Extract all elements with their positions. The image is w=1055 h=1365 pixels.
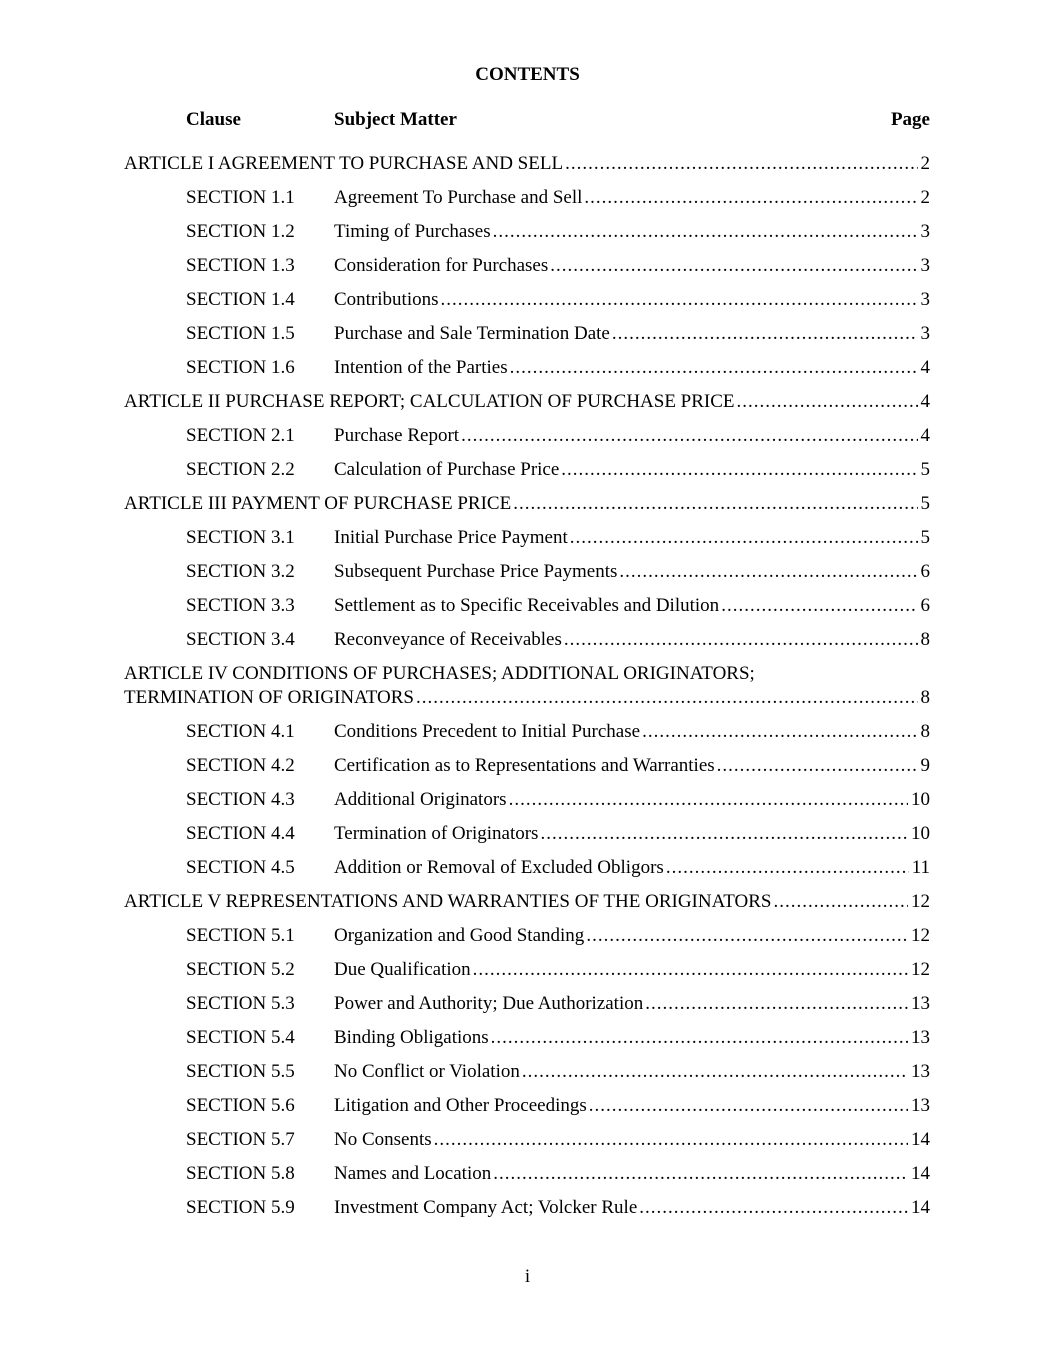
toc-section-entry[interactable] <box>124 186 930 220</box>
dot-leader <box>550 254 917 278</box>
section-title: Settlement as to Specific Receivables and Dilution <box>334 595 720 616</box>
section-title: Contributions <box>334 289 439 310</box>
toc-section-entry[interactable] <box>124 288 930 322</box>
section-number: SECTION 1.5 <box>186 323 295 344</box>
page-number: 8 <box>920 629 930 650</box>
section-title: Calculation of Purchase Price <box>334 459 560 480</box>
toc-section-entry[interactable] <box>124 788 930 822</box>
section-number: SECTION 3.4 <box>186 629 295 650</box>
section-title: Additional Originators <box>334 789 507 810</box>
section-number: SECTION 3.1 <box>186 527 295 548</box>
dot-leader <box>509 788 908 812</box>
dot-leader <box>717 754 918 778</box>
dot-leader <box>493 1162 908 1186</box>
section-title: Certification as to Representations and Warranties <box>334 755 715 776</box>
dot-leader <box>493 220 918 244</box>
dot-leader <box>473 958 908 982</box>
toc-section-entry[interactable] <box>124 992 930 1026</box>
section-title: Power and Authority; Due Authorization <box>334 993 644 1014</box>
article-title: ARTICLE IV CONDITIONS OF PURCHASES; ADDITIONAL ORIGINATORS; <box>124 663 755 684</box>
section-title: Reconveyance of Receivables <box>334 629 562 650</box>
section-number: SECTION 1.3 <box>186 255 295 276</box>
toc-section-entry[interactable] <box>124 1196 930 1230</box>
page-number: 12 <box>911 925 930 946</box>
page-number: 4 <box>920 391 930 412</box>
section-number: SECTION 3.2 <box>186 561 295 582</box>
toc-section-entry[interactable] <box>124 628 930 662</box>
section-title: Litigation and Other Proceedings <box>334 1095 587 1116</box>
section-title: Consideration for Purchases <box>334 255 549 276</box>
dot-leader <box>434 1128 908 1152</box>
page-number: 3 <box>920 221 930 242</box>
section-number: SECTION 5.4 <box>186 1027 295 1048</box>
section-title: Subsequent Purchase Price Payments <box>334 561 618 582</box>
article-title: ARTICLE V REPRESENTATIONS AND WARRANTIES OF THE ORIGINATORS <box>124 891 772 912</box>
section-number: SECTION 4.1 <box>186 721 295 742</box>
toc-section-entry[interactable] <box>124 594 930 628</box>
page-title: CONTENTS <box>475 64 580 85</box>
section-title: Organization and Good Standing <box>334 925 585 946</box>
toc-section-entry[interactable] <box>124 220 930 254</box>
dot-leader <box>461 424 917 448</box>
page-number: 4 <box>920 425 930 446</box>
article-title-continued: TERMINATION OF ORIGINATORS <box>124 687 414 708</box>
toc-section-entry[interactable] <box>124 1060 930 1094</box>
section-title: Binding Obligations <box>334 1027 489 1048</box>
toc-section-entry[interactable] <box>124 958 930 992</box>
toc-article-entry[interactable] <box>124 890 930 924</box>
section-title: Addition or Removal of Excluded Obligors <box>334 857 664 878</box>
page-number: 3 <box>920 255 930 276</box>
toc-section-entry[interactable] <box>124 424 930 458</box>
toc-section-entry[interactable] <box>124 1162 930 1196</box>
page-number: 12 <box>911 891 930 912</box>
dot-leader <box>561 458 917 482</box>
section-title: Due Qualification <box>334 959 471 980</box>
section-title: Purchase and Sale Termination Date <box>334 323 610 344</box>
dot-leader <box>666 856 909 880</box>
page-number: 13 <box>911 1061 930 1082</box>
toc-section-entry[interactable] <box>124 720 930 754</box>
section-title: Names and Location <box>334 1163 492 1184</box>
dot-leader <box>564 628 918 652</box>
dot-leader <box>737 390 918 414</box>
dot-leader <box>491 1026 908 1050</box>
section-title: Intention of the Parties <box>334 357 508 378</box>
section-number: SECTION 5.2 <box>186 959 295 980</box>
toc-section-entry[interactable] <box>124 856 930 890</box>
toc-section-entry[interactable] <box>124 322 930 356</box>
section-number: SECTION 5.3 <box>186 993 295 1014</box>
page-number: 11 <box>911 857 930 878</box>
section-number: SECTION 1.2 <box>186 221 295 242</box>
page-number: 6 <box>920 561 930 582</box>
toc-section-entry[interactable] <box>124 924 930 958</box>
article-title: ARTICLE III PAYMENT OF PURCHASE PRICE <box>124 493 512 514</box>
toc-article-entry[interactable] <box>124 152 930 186</box>
page-number: 8 <box>920 687 930 708</box>
article-title: ARTICLE II PURCHASE REPORT; CALCULATION OF PURCHASE PRICE <box>124 391 735 412</box>
page-number: 14 <box>911 1129 930 1150</box>
page-footer-number: i <box>524 1266 531 1287</box>
section-title: Investment Company Act; Volcker Rule <box>334 1197 638 1218</box>
section-number: SECTION 2.1 <box>186 425 295 446</box>
section-title: No Conflict or Violation <box>334 1061 520 1082</box>
dot-leader <box>721 594 917 618</box>
dot-leader <box>565 152 917 176</box>
page-number: 10 <box>911 789 930 810</box>
table-of-contents <box>124 152 930 1230</box>
dot-leader <box>642 720 917 744</box>
page-number: 8 <box>920 721 930 742</box>
dot-leader <box>416 686 918 710</box>
toc-section-entry[interactable] <box>124 458 930 492</box>
section-number: SECTION 5.5 <box>186 1061 295 1082</box>
toc-section-entry[interactable] <box>124 1128 930 1162</box>
dot-leader <box>589 1094 908 1118</box>
page-number: 5 <box>920 493 930 514</box>
section-title: Timing of Purchases <box>334 221 491 242</box>
column-header-clause: Clause <box>186 109 241 130</box>
page-number: 12 <box>911 959 930 980</box>
toc-section-entry[interactable] <box>124 822 930 856</box>
section-title: Termination of Originators <box>334 823 539 844</box>
toc-section-entry[interactable] <box>124 1094 930 1128</box>
page-number: 6 <box>920 595 930 616</box>
column-header-page: Page <box>890 109 930 130</box>
page-number: 10 <box>911 823 930 844</box>
toc-article-entry[interactable] <box>124 662 930 720</box>
section-number: SECTION 4.4 <box>186 823 295 844</box>
page-number: 14 <box>911 1163 930 1184</box>
page-number: 2 <box>920 187 930 208</box>
section-title: Agreement To Purchase and Sell <box>334 187 583 208</box>
toc-section-entry[interactable] <box>124 560 930 594</box>
dot-leader <box>584 186 917 210</box>
section-number: SECTION 3.3 <box>186 595 295 616</box>
toc-section-entry[interactable] <box>124 254 930 288</box>
dot-leader <box>570 526 918 550</box>
section-number: SECTION 1.6 <box>186 357 295 378</box>
toc-article-entry[interactable] <box>124 492 930 526</box>
toc-section-entry[interactable] <box>124 1026 930 1060</box>
section-title: Conditions Precedent to Initial Purchase <box>334 721 641 742</box>
dot-leader <box>612 322 918 346</box>
section-title: Initial Purchase Price Payment <box>334 527 568 548</box>
page-number: 9 <box>920 755 930 776</box>
section-number: SECTION 5.1 <box>186 925 295 946</box>
section-number: SECTION 5.9 <box>186 1197 295 1218</box>
section-number: SECTION 2.2 <box>186 459 295 480</box>
section-number: SECTION 5.8 <box>186 1163 295 1184</box>
dot-leader <box>619 560 917 584</box>
toc-section-entry[interactable] <box>124 526 930 560</box>
dot-leader <box>522 1060 908 1084</box>
page-number: 3 <box>920 289 930 310</box>
toc-section-entry[interactable] <box>124 754 930 788</box>
page-number: 3 <box>920 323 930 344</box>
dot-leader <box>773 890 908 914</box>
section-title: Purchase Report <box>334 425 460 446</box>
section-number: SECTION 4.5 <box>186 857 295 878</box>
dot-leader <box>586 924 908 948</box>
section-number: SECTION 5.7 <box>186 1129 295 1150</box>
page-number: 13 <box>911 1027 930 1048</box>
page-number: 4 <box>920 357 930 378</box>
page-number: 2 <box>920 153 930 174</box>
section-number: SECTION 5.6 <box>186 1095 295 1116</box>
dot-leader <box>540 822 908 846</box>
section-number: SECTION 4.3 <box>186 789 295 810</box>
page-number: 13 <box>911 993 930 1014</box>
section-number: SECTION 1.1 <box>186 187 295 208</box>
page-number: 13 <box>911 1095 930 1116</box>
section-number: SECTION 1.4 <box>186 289 295 310</box>
article-title: ARTICLE I AGREEMENT TO PURCHASE AND SELL <box>124 153 564 174</box>
dot-leader <box>441 288 918 312</box>
page-number: 14 <box>911 1197 930 1218</box>
dot-leader <box>510 356 918 380</box>
page-number: 5 <box>920 527 930 548</box>
column-header-subject-matter: Subject Matter <box>334 109 457 130</box>
dot-leader <box>645 992 908 1016</box>
section-number: SECTION 4.2 <box>186 755 295 776</box>
toc-article-entry[interactable] <box>124 390 930 424</box>
section-title: No Consents <box>334 1129 432 1150</box>
toc-section-entry[interactable] <box>124 356 930 390</box>
dot-leader <box>639 1196 908 1220</box>
dot-leader <box>513 492 917 516</box>
page-number: 5 <box>920 459 930 480</box>
